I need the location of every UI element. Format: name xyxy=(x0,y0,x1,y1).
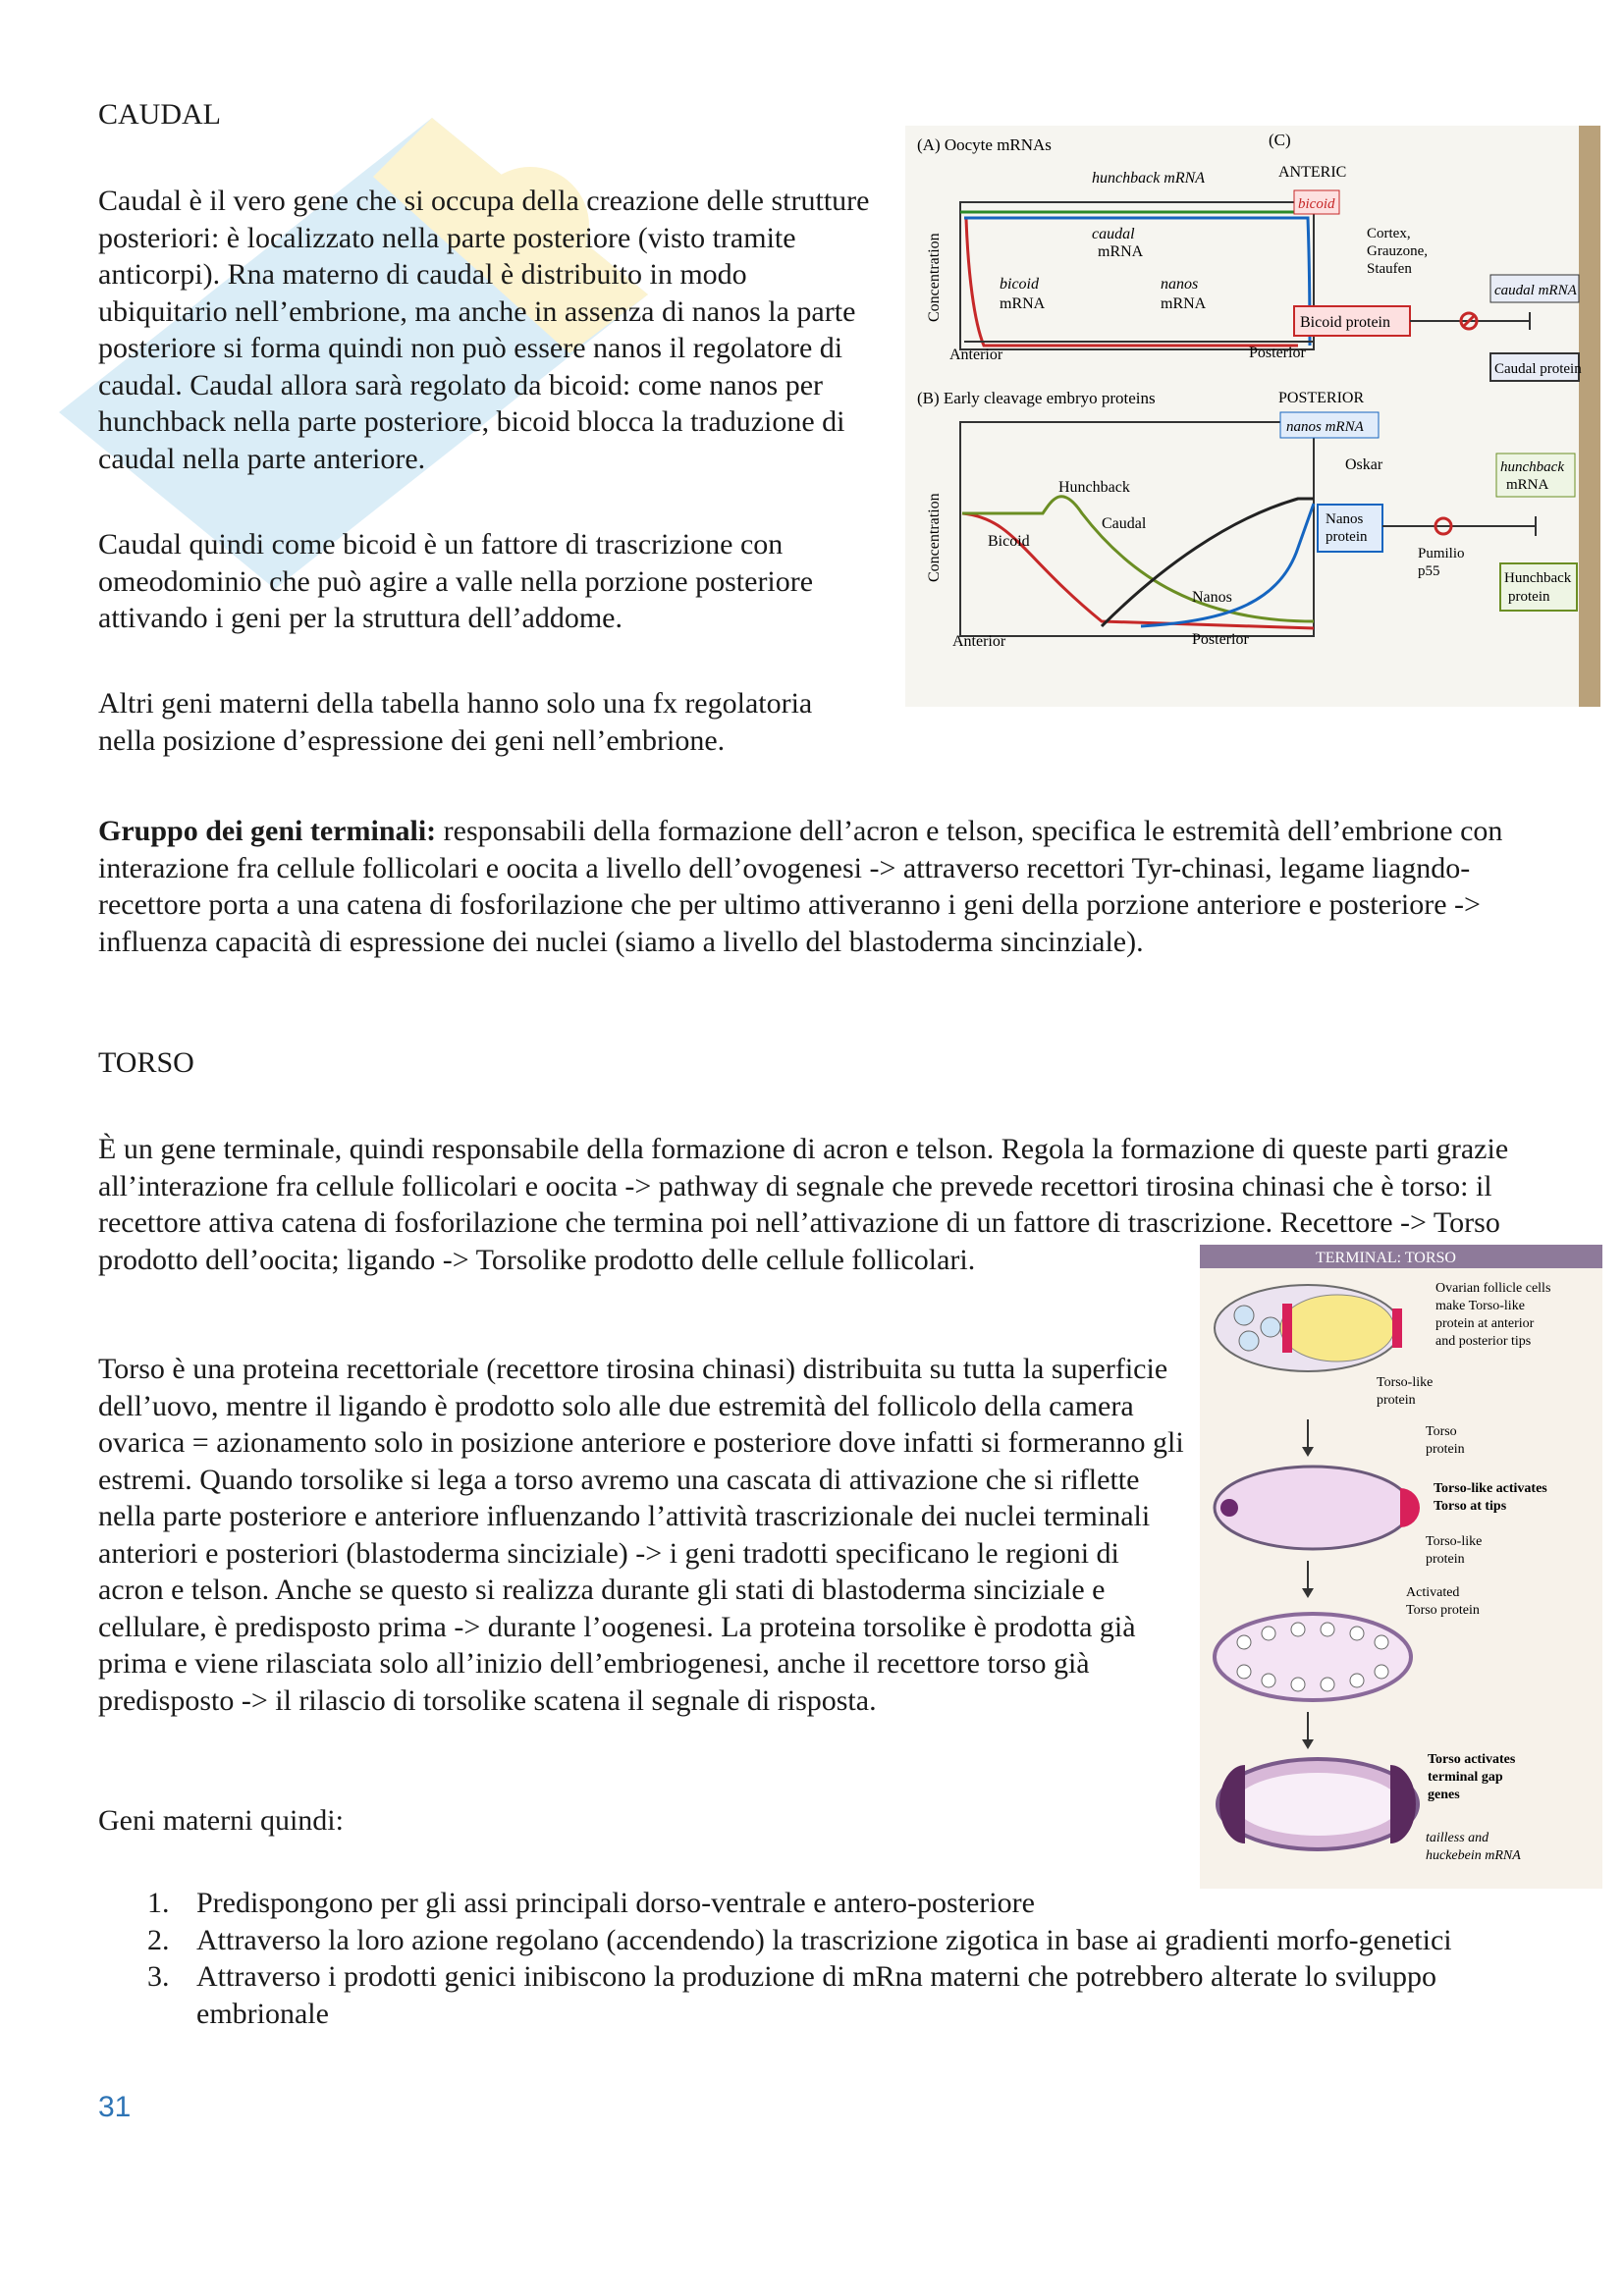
box-caudal-mrna: caudal mRNA xyxy=(1494,283,1577,298)
label-cortex-3: Staufen xyxy=(1367,261,1412,277)
label-bicoid-mrna-1: bicoid xyxy=(1000,276,1039,293)
list-item-text: Attraverso la loro azione regolano (accendendo) la trascrizione zigotica in base ai gradienti morfo-genetici xyxy=(196,1923,1452,1956)
fig2-tailless-2: huckebein mRNA xyxy=(1426,1848,1521,1863)
figure-maternal-gradients xyxy=(905,126,1600,707)
torso-paragraph-2: Torso è una proteina recettoriale (recettore tirosina chinasi) distribuita su tutta la superficie dell’uovo, mentre il ligando è prodotto solo alle due estremità del follicolo della camera ovarica = azionamento solo in posizione anteriore e posteriore dove infatti si formeranno gli estremi. Quando torsolike si lega a torso avremo una cascata di attivazione che si riflette nella parte posteriore e anteriore influenzando l’attività trascrizionale dei nuclei terminali anteriori e posteriori (blastoderma sinciziale) -> i geni tradotti specificano le regioni di acron e telson. Anche se questo si realizza durante gli stati di blastoderma sinciziale e cellulare, è predisposto prima -> durante l’oogenesi. La proteina torsolike è prodotta già prima e viene rilasciata solo all’inizio dell’embriogenesi, anche il recettore torso già predisposto -> il rilascio di torsolike scatena il segnale di risposta. xyxy=(98,1353,1184,1717)
egg-chamber-1 xyxy=(1215,1285,1402,1371)
box-hunchback-protein-1: Hunchback xyxy=(1504,570,1572,586)
terminal-genes-paragraph xyxy=(98,813,1522,960)
egg-3 xyxy=(1215,1614,1411,1700)
fig2-torsolike-2a: Torso-like xyxy=(1426,1534,1483,1549)
fig2-torso-protein-1: Torso xyxy=(1426,1424,1457,1439)
fig2-torsolike-1a: Torso-like xyxy=(1377,1375,1434,1390)
section-title-caudal: CAUDAL xyxy=(98,98,221,131)
caudal-paragraph-1: Caudal è il vero gene che si occupa della creazione delle strutture posteriori: è localizzato nella parte posteriore (visto tramite anticorpi). Rna materno di caudal è distribuito in modo ubiquitario nell’embrione, ma anche in assenza di nanos la parte posteriore si forma quindi non può essere nanos il regolatore di caudal. Caudal allora sarà regolato da bicoid: come nanos per hunchback nella parte posteriore, bicoid blocca la traduzione di caudal nella parte anteriore. xyxy=(98,185,870,475)
fig2-torsolike-2b: protein xyxy=(1426,1552,1465,1567)
label-cortex-2: Grauzone, xyxy=(1367,243,1429,259)
panel-b-label: (B) Early cleavage embryo proteins xyxy=(917,389,1156,407)
label-hunchback: Hunchback xyxy=(1058,479,1130,496)
list-item xyxy=(98,1958,1473,2032)
fig2-gap-2: terminal gap xyxy=(1428,1770,1503,1785)
fig2-activated-1: Activated xyxy=(1406,1585,1460,1600)
egg-4 xyxy=(1218,1759,1418,1849)
list-item xyxy=(98,1885,1473,1922)
box-bicoid-protein: Bicoid protein xyxy=(1300,314,1390,331)
fig2-ovarian-4: and posterior tips xyxy=(1435,1334,1532,1349)
panel-b-ylabel: Concentration xyxy=(926,493,943,582)
label-bicoid-mrna-2: mRNA xyxy=(1000,295,1046,312)
figure-terminal-torso xyxy=(1200,1245,1602,1889)
label-caudal: Caudal xyxy=(1102,515,1147,532)
panel-c-label: (C) xyxy=(1269,131,1291,149)
panel-c-anterior: ANTERIC xyxy=(1278,164,1347,181)
panel-a-anterior: Anterior xyxy=(949,347,1003,363)
label-cortex-1: Cortex, xyxy=(1367,226,1411,241)
panel-a-posterior: Posterior xyxy=(1249,345,1306,361)
panel-b-anterior: Anterior xyxy=(952,633,1006,650)
fig2-ovarian-1: Ovarian follicle cells xyxy=(1435,1281,1551,1296)
label-pumilio-2: p55 xyxy=(1418,563,1440,579)
section-title-torso: TORSO xyxy=(98,1046,194,1079)
fig2-torsolike-1b: protein xyxy=(1377,1393,1416,1408)
box-caudal-protein: Caudal protein xyxy=(1494,361,1582,377)
panel-a-label: (A) Oocyte mRNAs xyxy=(917,135,1052,154)
fig2-tailless-1: tailless and xyxy=(1426,1831,1489,1845)
caudal-paragraph-3: Altri geni materni della tabella hanno solo una fx regolatoria nella posizione d’espressione dei geni nell’embrione. xyxy=(98,687,813,757)
fig2-gap-1: Torso activates xyxy=(1428,1752,1516,1767)
fig2-gap-3: genes xyxy=(1428,1788,1460,1802)
label-caudal-mrna-2: mRNA xyxy=(1098,243,1144,260)
fig2-activates-1: Torso-like activates xyxy=(1434,1481,1547,1496)
label-pumilio-1: Pumilio xyxy=(1418,546,1465,561)
list-number: 1. xyxy=(147,1887,170,1919)
fig2-activates-2: Torso at tips xyxy=(1434,1499,1507,1514)
page-number: 31 xyxy=(98,2091,132,2123)
box-bicoid: bicoid xyxy=(1298,196,1335,212)
label-hunchback-mrna: hunchback mRNA xyxy=(1092,170,1206,187)
list-item xyxy=(98,1922,1473,1959)
fig2-ovarian-3: protein at anterior xyxy=(1435,1316,1535,1331)
box-nanos-protein-2: protein xyxy=(1326,529,1368,545)
fig2-torso-protein-2: protein xyxy=(1426,1442,1465,1457)
box-hunchback-mrna-1: hunchback xyxy=(1500,459,1564,475)
maternal-genes-list xyxy=(98,1885,1473,2032)
torso-paragraph-3: Geni materni quindi: xyxy=(98,1804,344,1837)
label-nanos-mrna-2: mRNA xyxy=(1161,295,1207,312)
label-bicoid: Bicoid xyxy=(988,533,1030,550)
panel-c-posterior: POSTERIOR xyxy=(1278,390,1365,406)
fig2-activated-2: Torso protein xyxy=(1406,1603,1480,1618)
panel-a-ylabel: Concentration xyxy=(926,233,943,322)
box-hunchback-mrna-2: mRNA xyxy=(1506,477,1549,493)
box-nanos-mrna: nanos mRNA xyxy=(1286,419,1364,435)
list-item-text: Attraverso i prodotti genici inibiscono la produzione di mRna materni che potrebbero alterate lo sviluppo embrionale xyxy=(196,1960,1436,2030)
fig2-ovarian-2: make Torso-like xyxy=(1435,1299,1525,1313)
egg-2 xyxy=(1215,1467,1420,1549)
caudal-paragraph-2: Caudal quindi come bicoid è un fattore di trascrizione con omeodominio che può agire a valle nella porzione posteriore attivando i geni per la struttura dell’addome. xyxy=(98,528,814,634)
list-item-text: Predispongono per gli assi principali dorso-ventrale e antero-posteriore xyxy=(196,1887,1035,1919)
terminal-genes-bold: Gruppo dei geni terminali: xyxy=(98,815,437,847)
box-nanos-protein-1: Nanos xyxy=(1326,511,1364,527)
label-caudal-mrna-1: caudal xyxy=(1092,226,1135,242)
label-nanos: Nanos xyxy=(1192,589,1232,606)
list-number: 2. xyxy=(147,1923,170,1956)
terminal-genes-text: responsabili della formazione dell’acron e telson, specifica le estremità dell’embrione con interazione fra cellule follicolari e oocita a livello dell’ovogenesi -> attraverso recettori Tyr-chinasi, legame liagndo-recettore porta a una catena di fosforilazione che per ultimo attiveranno i geni della porzione anteriore e posteriore -> influenza capacità di espressione dei nuclei (siamo a livello del blastoderma sincinziale). xyxy=(98,815,1503,958)
box-hunchback-protein-2: protein xyxy=(1508,589,1550,605)
figure2-title: TERMINAL: TORSO xyxy=(1316,1250,1456,1266)
label-oskar: Oskar xyxy=(1345,456,1383,473)
torso-paragraph-1-text: È un gene terminale, quindi responsabile della formazione di acron e telson. Regola la formazione di queste parti grazie all’interazione fra cellule follicolari e oocita -> pathway di segnale che prevede recettori tirosina chinasi che è torso: il recettore attiva catena di fosforilazione che termina poi nell’attivazione di un fattore di trascrizione. Recettore -> Torso prodotto dell’oocita; ligando -> Torsolike prodotto delle cellule follicolari. xyxy=(98,1133,1509,1276)
panel-b-posterior: Posterior xyxy=(1192,631,1249,648)
label-nanos-mrna-1: nanos xyxy=(1161,276,1199,293)
list-number: 3. xyxy=(147,1960,170,1993)
